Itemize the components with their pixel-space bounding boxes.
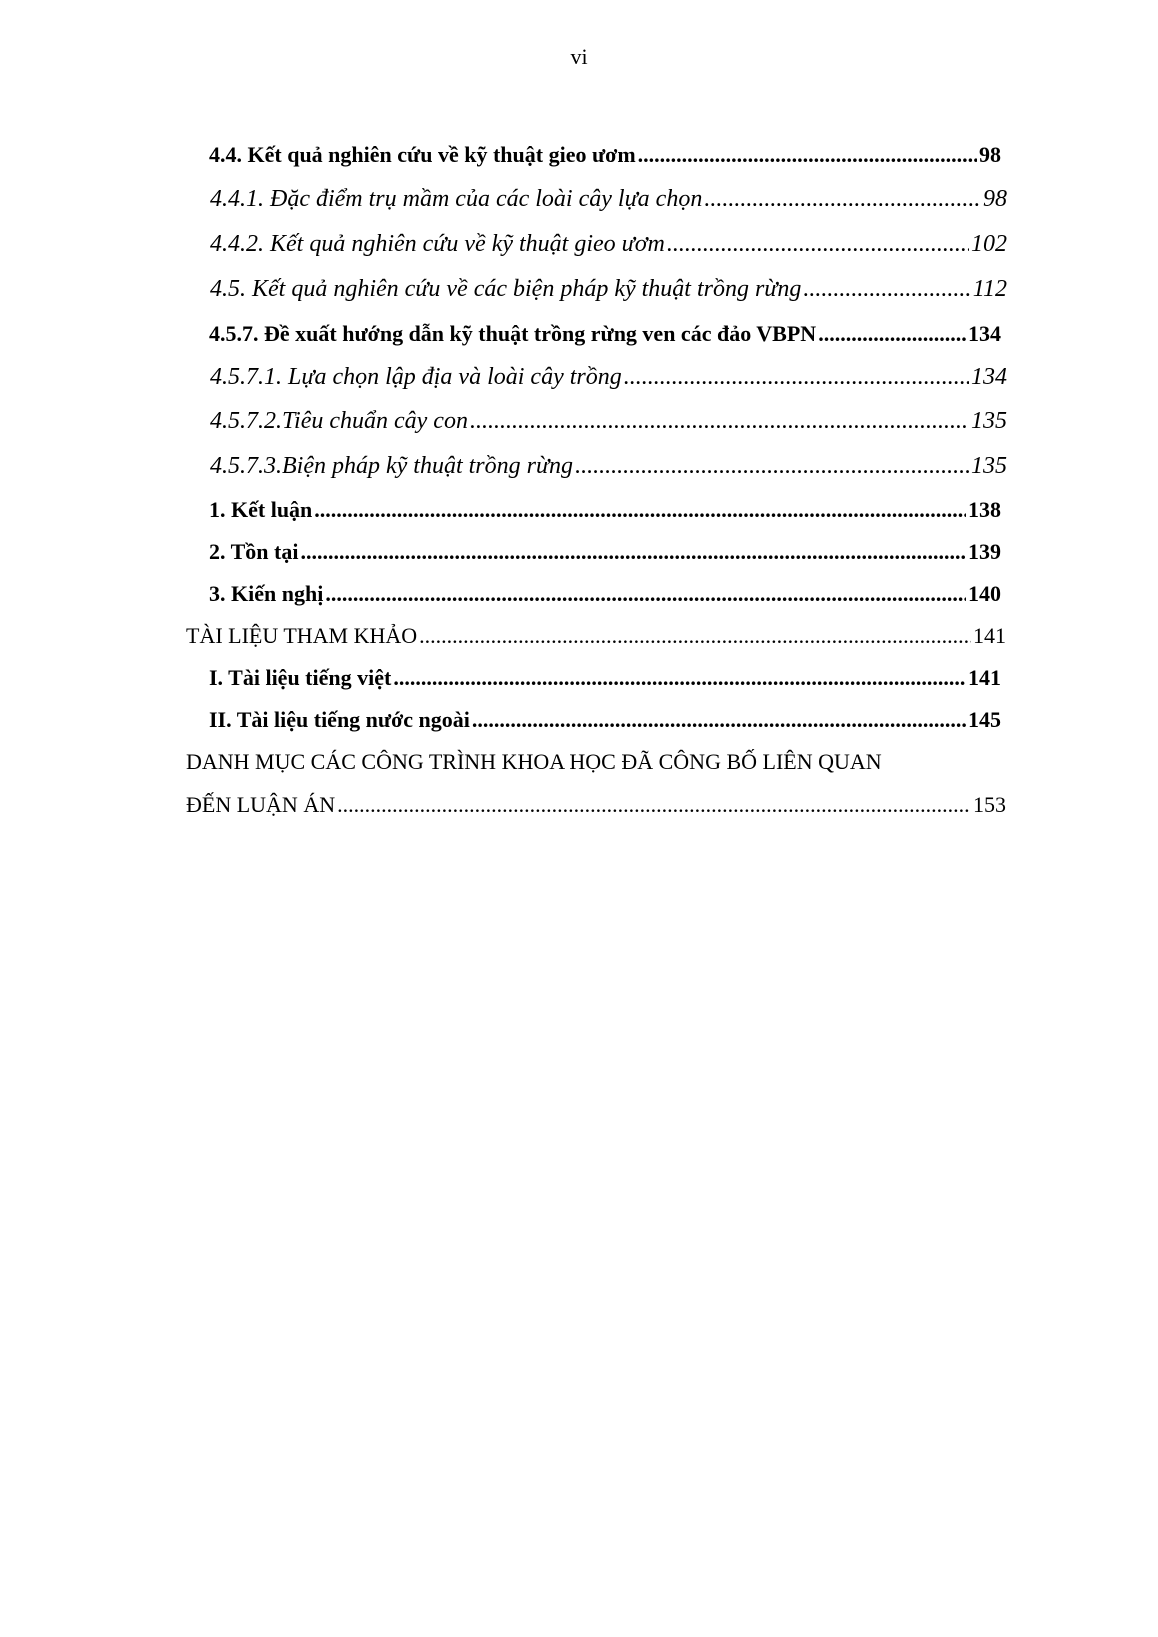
toc-leader [337,790,971,820]
toc-leader [314,495,966,525]
toc-entry-page: 98 [979,142,1001,167]
toc-entry[interactable] [210,451,1007,481]
toc-entry[interactable] [209,140,1001,170]
toc-entry-title: 2. Tồn tại [209,539,299,564]
toc-entry-page: 135 [971,408,1007,434]
toc-entry[interactable] [210,184,1007,214]
toc-entry-page: 139 [968,539,1001,564]
toc-entry-title: II. Tài liệu tiếng nước ngoài [209,707,470,732]
toc-entry-page: 138 [968,497,1001,522]
toc-entry-title: 4.5.7.2.Tiêu chuẩn cây con [210,408,468,434]
toc-entry[interactable] [209,495,1001,525]
toc-entry-page: 145 [968,707,1001,732]
toc-entry-title: ĐẾN LUẬN ÁN [186,792,336,817]
toc-entry[interactable] [210,229,1007,259]
toc-entry-page: 134 [971,364,1007,390]
toc-entry-page: 134 [968,321,1001,346]
toc-leader [704,184,981,214]
toc-entry[interactable] [209,537,1001,567]
toc-leader [393,663,966,693]
toc-leader [638,140,977,170]
toc-leader [667,229,969,259]
toc-entry-title: 4.5.7.1. Lựa chọn lập địa và loài cây trồng [210,364,622,390]
toc-entry-page: 135 [971,453,1007,479]
toc-leader [300,537,966,567]
toc-entry[interactable] [209,579,1001,609]
toc-entry-title: TÀI LIỆU THAM KHẢO [186,623,418,648]
toc-leader [803,274,970,304]
toc-entry[interactable] [210,274,1007,304]
toc-leader [472,705,966,735]
toc-leader [470,406,969,436]
toc-entry[interactable] [209,319,1001,349]
toc-entry-title: 4.5. Kết quả nghiên cứu về các biện pháp kỹ thuật trồng rừng [210,276,802,302]
toc-entry-page: 140 [968,581,1001,606]
toc-leader [419,621,971,651]
toc-entry-page: 141 [973,623,1006,648]
toc-entry[interactable] [209,705,1001,735]
toc-leader [818,319,966,349]
toc-entry-title: 1. Kết luận [209,497,313,522]
toc-entry[interactable] [209,663,1001,693]
toc-entry-page: 141 [968,665,1001,690]
toc-entry-title: 4.4.2. Kết quả nghiên cứu về kỹ thuật gieo ươm [210,231,665,257]
toc-entry-page: 98 [983,186,1007,212]
toc-entry-title: 4.4. Kết quả nghiên cứu về kỹ thuật gieo ươm [209,142,636,167]
toc-entry[interactable] [186,621,1006,651]
toc-entry-page: 153 [973,792,1006,817]
toc-entry[interactable] [186,790,1006,820]
toc-entry-title: 3. Kiến nghị [209,581,324,606]
toc-entry-title: I. Tài liệu tiếng việt [209,665,392,690]
page-number: vi [570,44,588,69]
toc-leader [624,362,969,392]
toc-entry-title: 4.4.1. Đặc điểm trụ mầm của các loài cây lựa chọn [210,186,703,212]
toc-entry[interactable] [210,362,1007,392]
toc-entry-title: 4.5.7. Đề xuất hướng dẫn kỹ thuật trồng rừng ven các đảo VBPN [209,321,817,346]
toc-entry-title: 4.5.7.3.Biện pháp kỹ thuật trồng rừng [210,453,574,479]
toc-leader [325,579,966,609]
toc-entry-page: 112 [972,276,1007,302]
toc-entry-title-line[interactable]: DANH MỤC CÁC CÔNG TRÌNH KHOA HỌC ĐÃ CÔNG BỐ LIÊN QUAN [186,749,882,774]
toc-entry-page: 102 [971,231,1007,257]
toc-entry[interactable] [210,406,1007,436]
toc-leader [575,451,969,481]
